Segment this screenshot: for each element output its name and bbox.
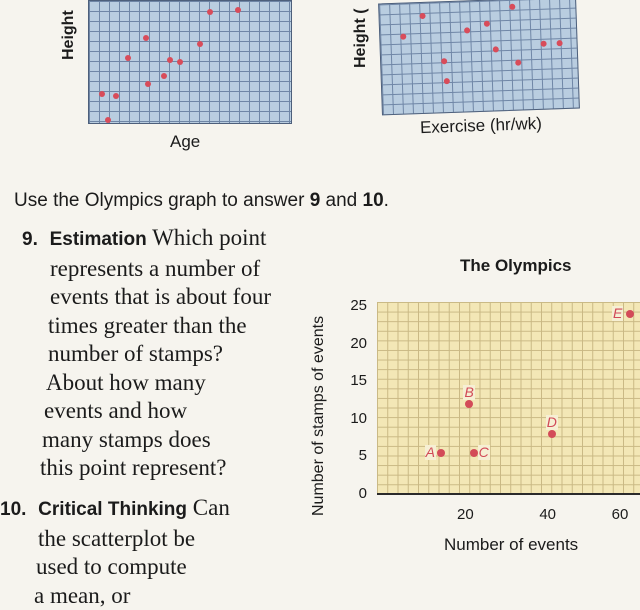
top-left-xlabel: Age xyxy=(170,132,200,152)
top-left-point xyxy=(167,57,173,63)
y-tick-label: 25 xyxy=(343,297,367,314)
top-left-point xyxy=(177,59,183,65)
y-tick-label: 15 xyxy=(343,372,367,389)
question-9-title: Estimation xyxy=(50,229,147,250)
question-10 xyxy=(0,494,300,610)
top-left-point xyxy=(125,55,131,61)
top-left-ylabel: Height xyxy=(60,10,78,60)
y-tick-label: 0 xyxy=(343,485,367,502)
y-tick-label: 10 xyxy=(343,410,367,427)
top-right-point xyxy=(419,13,425,19)
x-axis-line xyxy=(377,493,640,495)
y-tick-label: 5 xyxy=(343,447,367,464)
question-9-line: Which point xyxy=(152,225,266,250)
top-right-chart-grid xyxy=(378,0,580,115)
question-9-line: represents a number of xyxy=(22,255,312,284)
top-right-ylabel: Height ( xyxy=(352,8,370,68)
question-9 xyxy=(22,224,312,483)
question-9-line: number of stamps? xyxy=(22,340,312,369)
point-label-e: E xyxy=(612,306,623,321)
question-9-line: times greater than the xyxy=(22,312,312,341)
top-left-chart-grid xyxy=(88,0,292,124)
top-right-point xyxy=(444,78,450,84)
question-10-line: Can xyxy=(193,495,230,520)
question-10-number: 10. xyxy=(0,499,26,520)
question-9-line: events and how xyxy=(22,397,312,426)
point-label-c: C xyxy=(478,445,490,460)
x-tick-label: 60 xyxy=(600,506,640,523)
question-10-line: a mean, or xyxy=(0,582,300,610)
data-point-c xyxy=(470,449,478,457)
top-right-xlabel: Exercise (hr/wk) xyxy=(420,114,542,138)
question-9-line: many stamps does xyxy=(22,426,312,455)
question-9-line: events that is about four xyxy=(22,283,312,312)
plot-grid xyxy=(377,302,640,494)
top-right-point xyxy=(464,27,470,33)
point-label-b: B xyxy=(463,385,474,400)
top-left-point xyxy=(145,81,151,87)
top-right-point xyxy=(509,4,515,10)
top-right-point xyxy=(556,40,562,46)
question-10-title: Critical Thinking xyxy=(38,499,187,520)
data-point-d xyxy=(548,430,556,438)
top-right-point xyxy=(493,46,499,52)
data-point-e xyxy=(626,310,634,318)
question-9-line: this point represent? xyxy=(22,454,312,483)
chart-title: The Olympics xyxy=(460,256,571,276)
y-axis-label: Number of stamps of events xyxy=(310,316,328,516)
point-label-d: D xyxy=(546,415,558,430)
x-tick-label: 40 xyxy=(528,506,568,523)
top-right-point xyxy=(484,21,490,27)
top-right-point xyxy=(441,58,447,64)
top-left-point xyxy=(207,9,213,15)
top-left-point xyxy=(99,91,105,97)
y-tick-label: 20 xyxy=(343,335,367,352)
point-label-a: A xyxy=(425,445,436,460)
instruction-text: Use the Olympics graph to answer 9 and 10. xyxy=(14,190,389,212)
top-right-point xyxy=(515,60,521,66)
top-right-point xyxy=(400,34,406,40)
top-left-point xyxy=(105,117,111,123)
question-10-line: used to compute xyxy=(0,553,300,582)
top-left-point xyxy=(113,93,119,99)
x-tick-label: 20 xyxy=(445,506,485,523)
data-point-a xyxy=(437,449,445,457)
x-axis-label: Number of events xyxy=(444,535,578,555)
top-left-point xyxy=(143,35,149,41)
top-left-point xyxy=(197,41,203,47)
question-10-line: the scatterplot be xyxy=(0,525,300,554)
top-right-point xyxy=(541,41,547,47)
top-left-point xyxy=(161,73,167,79)
question-9-number: 9. xyxy=(22,229,38,250)
question-9-line: About how many xyxy=(22,369,312,398)
top-left-point xyxy=(235,7,241,13)
